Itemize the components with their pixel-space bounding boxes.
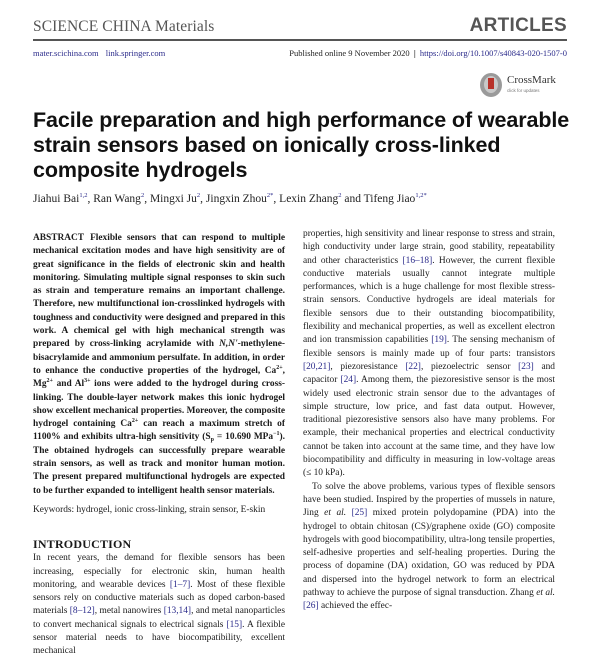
body-text: and capacitor xyxy=(303,361,555,386)
right-column xyxy=(303,228,555,614)
author-separator: , xyxy=(273,193,280,205)
body-text: In recent years, the demand for flexible sensors has been increasing, especially for electronic skin, human health monitoring, and wearable devices xyxy=(33,553,285,590)
body-text: To solve the above problems, various types of flexible sensors have been studied. Inspired by the properties of mussels in nature, Jing xyxy=(303,481,555,519)
abstract-text: ). The obtained hydrogels can successfully prepare wearable strain sensors, as well as track and monitor human motion. The present prepared multifunctional hydrogels are expected to be further expanded to intelligent health sensor materials. xyxy=(33,432,285,496)
abstract-label: ABSTRACT xyxy=(33,233,85,243)
author-affiliation: 2 xyxy=(196,192,201,199)
crossmark-sublabel: click for updates xyxy=(507,88,540,93)
abstract-text: can reach a maximum stretch of 1100% and exhibits ultra-high sensitivity (S xyxy=(33,419,285,443)
body-text: achieved the effec- xyxy=(318,601,393,612)
author-name: Jingxin Zhou xyxy=(205,193,267,205)
et-al: et al. xyxy=(324,508,347,519)
pubinfo-separator: | xyxy=(413,48,416,58)
section-label: ARTICLES xyxy=(469,15,567,36)
citation-link[interactable]: [13,14] xyxy=(163,606,192,617)
author-name: Ran Wang xyxy=(93,193,141,205)
link-scichina[interactable]: mater.scichina.com xyxy=(33,48,99,58)
body-text: , metal nanowires xyxy=(94,606,164,617)
author-affiliation: 2 xyxy=(338,192,342,199)
author-name: Jiahui Bai xyxy=(33,193,80,205)
author-name: Tifeng Jiao xyxy=(363,193,416,205)
citation-link[interactable]: [15] xyxy=(226,619,243,630)
abstract xyxy=(33,232,285,498)
abstract-text: and Al xyxy=(52,379,85,390)
citation-link[interactable]: [20,21] xyxy=(303,361,331,372)
abstract-text: ions were added to the hydrogel during cross-linking. The double-layer network makes this ionic hydrogel show excellent mechanical properties. Moreover, the composite hydrogel containing Ca xyxy=(33,379,285,430)
header-rule xyxy=(33,39,567,41)
citation-link[interactable]: [8–12] xyxy=(69,606,95,617)
body-text: . Most of these flexible sensors rely on conductive materials such as doped carbon-based materials xyxy=(33,579,285,617)
crossmark-badge[interactable] xyxy=(478,72,578,100)
body-text: . A flexible sensor material needs to have biocompatibility, excellent mechanical xyxy=(33,619,285,657)
journal-name: SCIENCE CHINA Materials xyxy=(33,18,215,35)
author-list xyxy=(33,192,427,205)
introduction-heading: INTRODUCTION xyxy=(33,537,132,552)
author-name: Lexin Zhang xyxy=(279,193,339,205)
author-affiliation: 1,2* xyxy=(415,192,427,199)
ion-charge: 2+ xyxy=(46,378,53,385)
citation-link[interactable]: [25] xyxy=(351,508,368,519)
abstract-text: , Mg xyxy=(33,365,285,390)
citation-link[interactable]: [16–18] xyxy=(402,255,433,266)
author-affiliation: 2* xyxy=(266,192,274,199)
ion-charge: 2+ xyxy=(131,418,139,425)
author-separator: , xyxy=(144,193,150,205)
body-text: , piezoelectric sensor xyxy=(420,361,519,372)
keywords xyxy=(33,504,285,517)
citation-link[interactable]: [22] xyxy=(405,361,421,372)
article-title: Facile preparation and high performance of wearable strain sensors based on ionically cross-linked composite hydrogels xyxy=(33,108,570,182)
citation-link[interactable]: [23] xyxy=(518,361,534,372)
introduction-paragraph xyxy=(303,228,555,481)
ion-charge: 2+ xyxy=(276,364,283,371)
crossmark-label: CrossMark xyxy=(507,74,556,86)
keywords-label: Keywords: xyxy=(33,504,75,515)
body-text: . Among them, the piezoresistive sensor is the most widely used electronic strain sensor due to the advantages of simple structure, low price, and fast data output. However, traditional piezoresistive sensors also have many problems. For example, their mechanical properties and electrical conductivity cannot be taken into account at the same time, and they have low biocompatibility and difficulty in measuring in low-voltage areas (≤ 10 kPa). xyxy=(303,375,555,479)
abstract-text: = 10.690 MPa xyxy=(213,432,274,443)
author-separator: , xyxy=(200,193,206,205)
author-affiliation: 2 xyxy=(140,192,145,199)
author-separator: , xyxy=(87,193,94,205)
body-text: properties, high sensitivity and linear response to stress and strain, high conductivity under large strain, good stability, repeatability and other characteristics xyxy=(303,229,555,266)
abstract-text: -methylene-bisacrylamide and ammonium persulfate. In addition, in order to enhance the conductive properties of the hydrogel, Ca xyxy=(33,339,285,376)
author-affiliation: 1,2 xyxy=(79,192,88,199)
abstract-text: Flexible sensors that can respond to multiple mechanical excitation modes and have high sensitivity are of great significance in the fields of electronic skin and health monitoring. Simulating multiple signal responses to skin such as strain and temperature remains an important challenge. Therefore, new multifunctional ion-crosslinked hydrogels with toughness and conductivity were designed and prepared in this work. A chemical gel with high mechanical strength was prepared by cross-linking acrylamide with xyxy=(33,233,285,350)
citation-link[interactable]: [24] xyxy=(340,375,357,386)
link-springer[interactable]: link.springer.com xyxy=(105,48,166,58)
subscript: p xyxy=(210,437,214,444)
crossmark-icon xyxy=(480,73,502,97)
et-al: et al. xyxy=(536,588,555,599)
keywords-text: hydrogel, ionic cross-linking, strain sensor, E-skin xyxy=(76,504,266,515)
author-separator: and xyxy=(341,193,364,205)
body-text: mixed protein polydopamine (PDA) into the hydrogel to obtain chitosan (CS)/graphene oxide (GO) composite hydrogels with good biocompatibility, ultra-long tensile properties, self-adhesive properties and self-healing properties. During the process of dopamine (DA) oxidation, GO was reduced by PDA and dispersed into the hydrogel network to form an electrical pathway to achieve the purpose of signal transduction. Zhang xyxy=(303,508,555,599)
left-column xyxy=(33,232,285,659)
unit-exponent: −1 xyxy=(273,431,280,438)
publication-info xyxy=(289,48,567,58)
citation-link[interactable]: [19] xyxy=(431,335,447,346)
body-text: , piezoresistance xyxy=(330,361,406,372)
author-name: Mingxi Ju xyxy=(149,193,197,205)
citation-link[interactable]: [1–7] xyxy=(169,579,191,590)
doi-link[interactable]: https://doi.org/10.1007/s40843-020-1507-0 xyxy=(419,48,567,58)
introduction-paragraph xyxy=(303,481,555,614)
published-date: Published online 9 November 2020 xyxy=(289,48,410,58)
introduction-paragraph xyxy=(33,552,285,658)
body-text: , and metal nanoparticles to convert mechanical signals to electrical signals xyxy=(33,606,285,630)
journal-links xyxy=(33,48,170,58)
ion-charge: 3+ xyxy=(84,378,91,385)
body-text: . However, the current flexible conductive materials usually cannot integrate multiple performances, which is a huge challenge for most flexible stress-strain sensors. Conductive hydrogels are ideal materials for flexible sensors due to their outstanding biocompatibility, flexibility and mechanical properties, as well as excellent electron and ion transmission capabilities xyxy=(303,255,555,346)
body-text: . The sensing mechanism of flexible sensors is mainly made up of four parts: transistors xyxy=(303,335,555,359)
abstract-italic: N,N' xyxy=(219,339,238,350)
citation-link[interactable]: [26] xyxy=(303,601,319,612)
